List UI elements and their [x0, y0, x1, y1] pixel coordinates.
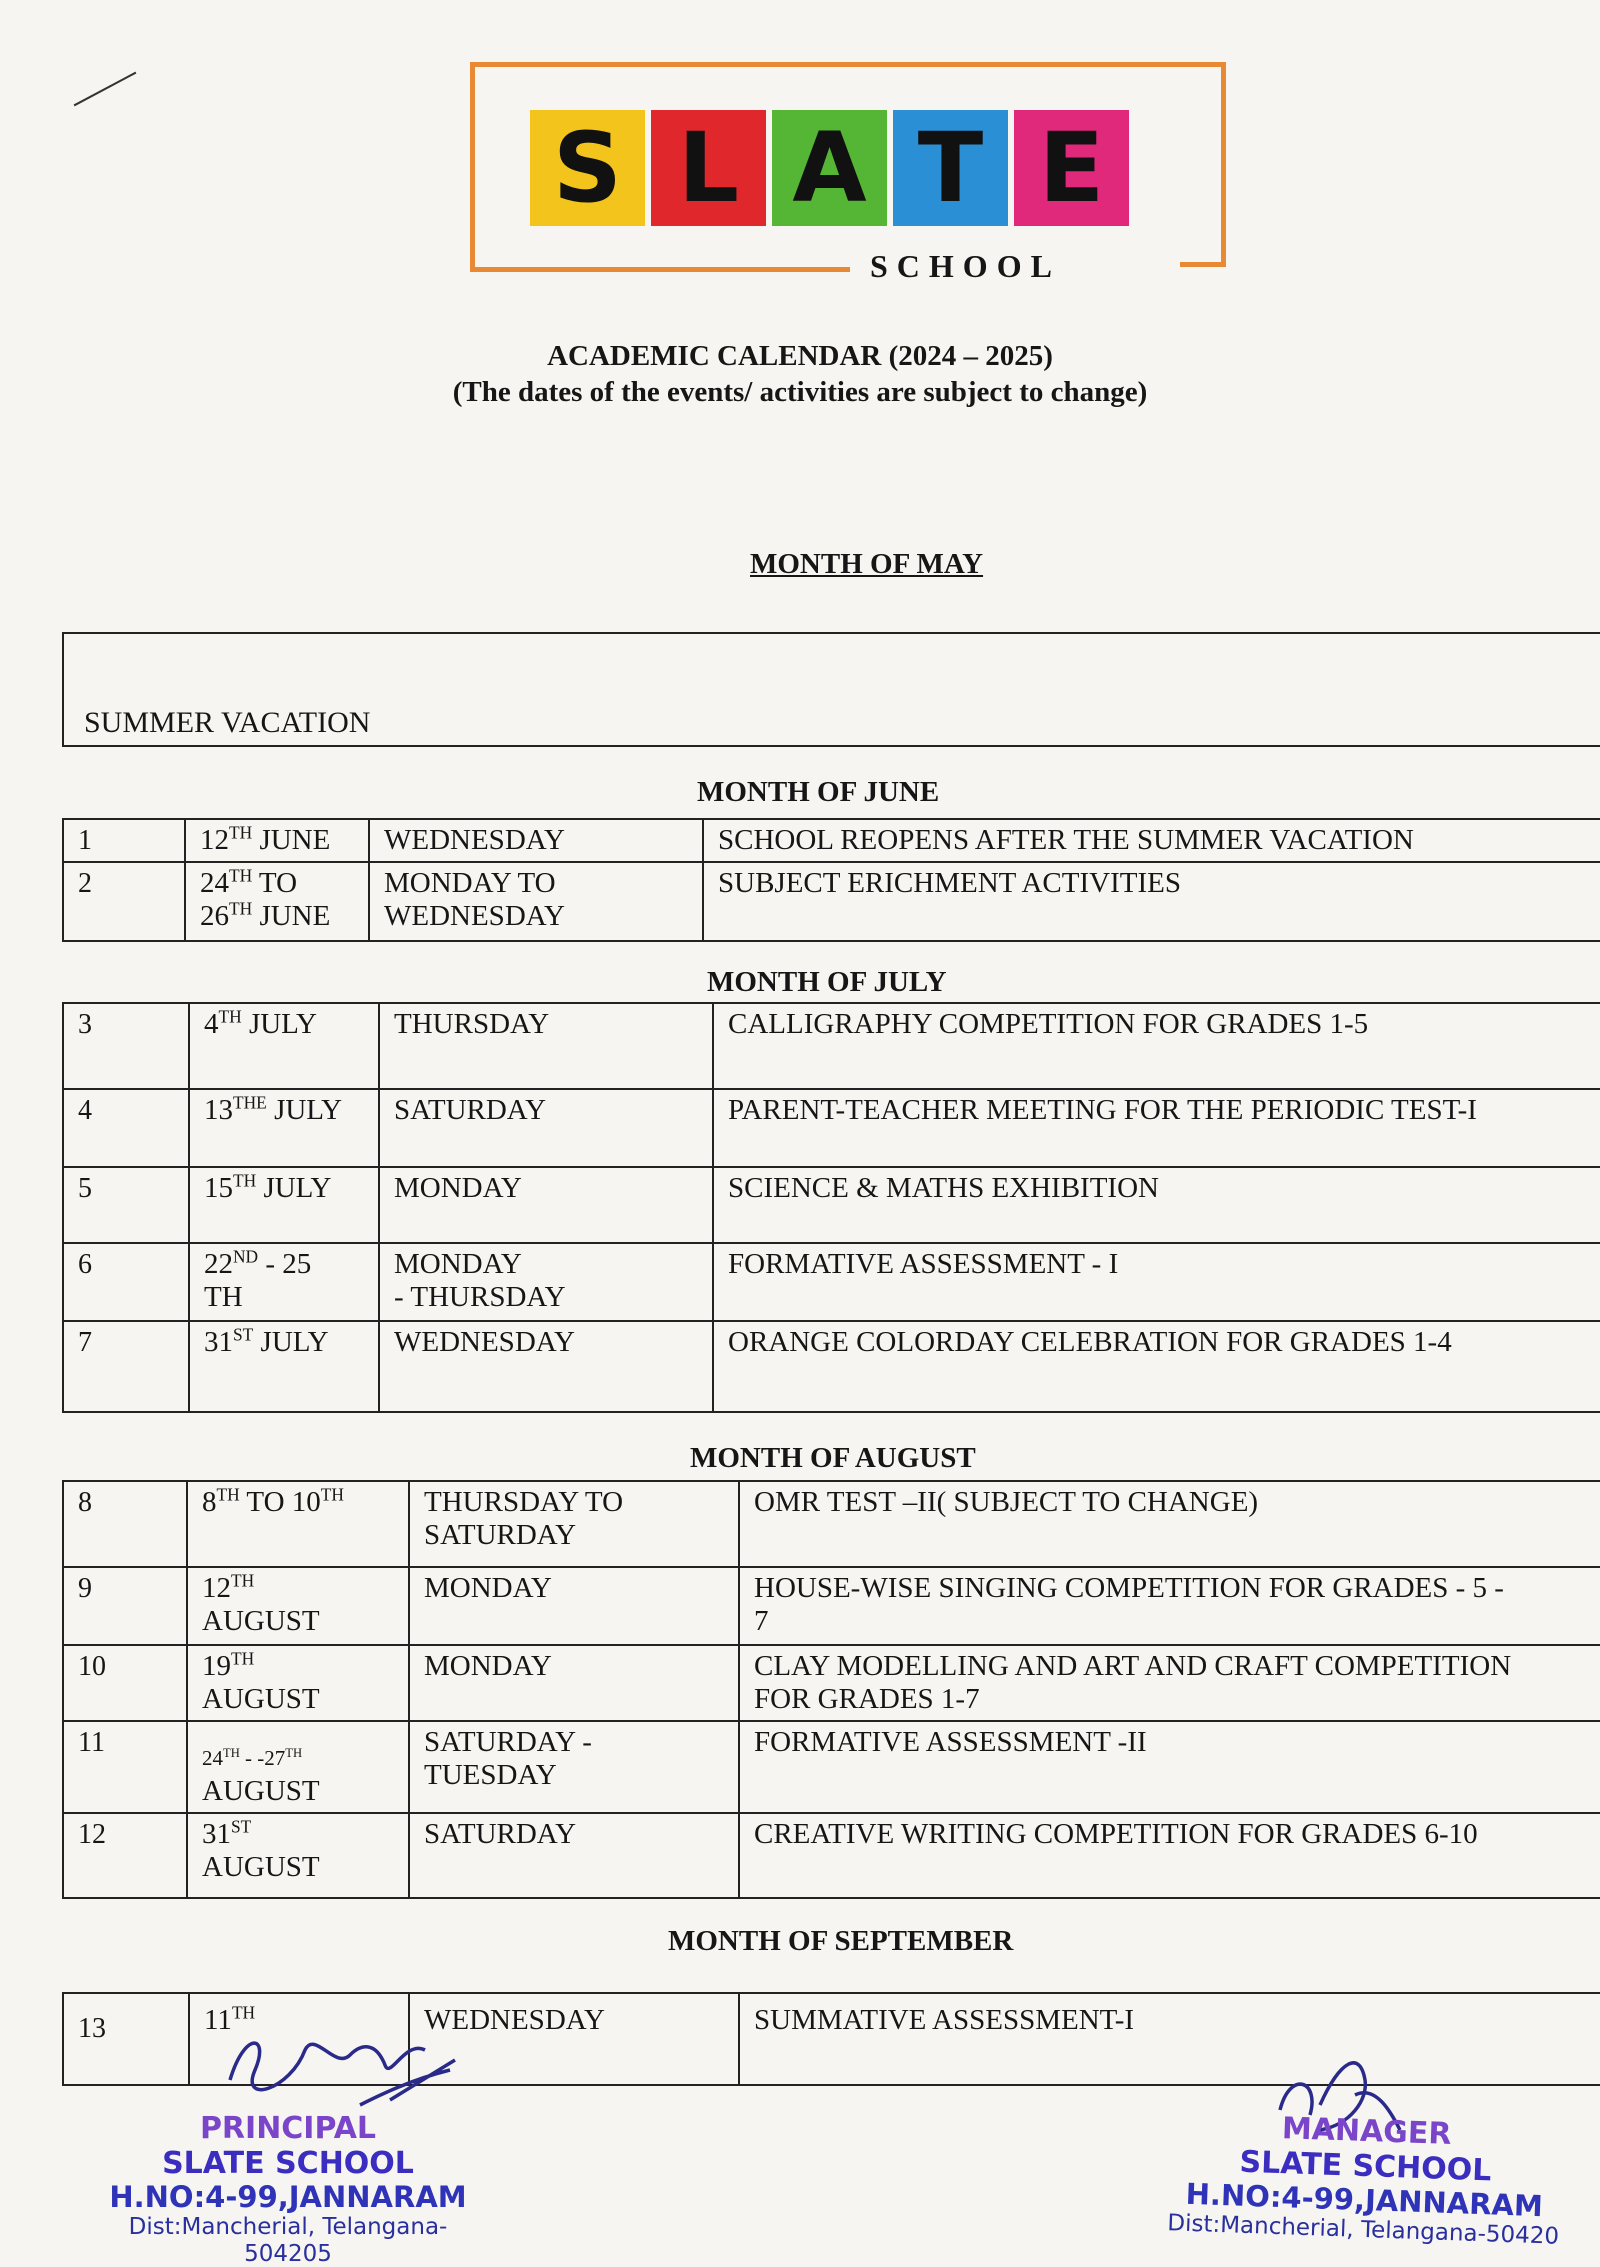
page-title: ACADEMIC CALENDAR (2024 – 2025) [547, 340, 1053, 372]
table-row [62, 1480, 1600, 1566]
month-heading-july: MONTH OF JULY [707, 966, 947, 998]
row-date: 15TH JULY [188, 1168, 378, 1242]
row-number: 6 [62, 1244, 188, 1320]
table-row [62, 1720, 1600, 1812]
school-logo [530, 110, 1129, 226]
row-day: MONDAY [408, 1568, 738, 1644]
row-date-line: AUGUST [202, 1683, 320, 1715]
row-day: THURSDAY [378, 1004, 712, 1088]
row-date: 22ND - 25 TH [188, 1244, 378, 1320]
logo-letter-l: L [651, 110, 766, 226]
row-day-line: TUESDAY [424, 1759, 557, 1791]
principal-district: Dist:Mancherial, Telangana-504205 [128, 2214, 448, 2267]
table-border [62, 940, 1600, 942]
table-border [62, 1897, 1600, 1899]
table-row [62, 818, 1600, 861]
row-event: ORANGE COLORDAY CELEBRATION FOR GRADES 1-4 [712, 1322, 1600, 1412]
row-event: CREATIVE WRITING COMPETITION FOR GRADES 6-10 [738, 1814, 1600, 1898]
row-day-line: SATURDAY [424, 1519, 577, 1551]
table-row [62, 1166, 1600, 1242]
row-number: 3 [62, 1004, 188, 1088]
row-day-line: SATURDAY - [424, 1726, 592, 1758]
table-row [62, 1644, 1600, 1720]
row-date: 19TH AUGUST [186, 1646, 408, 1720]
principal-stamp [88, 2112, 488, 2267]
row-date: 24TH - -27TH AUGUST [186, 1722, 408, 1812]
row-number: 5 [62, 1168, 188, 1242]
logo-letter-e: E [1014, 110, 1129, 226]
row-event: PARENT-TEACHER MEETING FOR THE PERIODIC TEST-I [712, 1090, 1600, 1166]
row-date: 11TH [188, 1994, 408, 2086]
row-date-line: AUGUST [202, 1775, 320, 1807]
row-day-line: THURSDAY TO [424, 1486, 624, 1518]
row-event: SUMMATIVE ASSESSMENT-I [738, 1994, 1600, 2086]
row-date: 8TH TO 10TH [186, 1482, 408, 1566]
principal-signature [210, 2010, 470, 2120]
row-number: 12 [62, 1814, 186, 1898]
row-day: MONDAY [408, 1646, 738, 1720]
pen-mark [74, 72, 137, 107]
row-day: SATURDAY [378, 1090, 712, 1166]
row-event-line: FOR GRADES 1-7 [754, 1683, 980, 1715]
row-event-line: HOUSE-WISE SINGING COMPETITION FOR GRADES - 5 - [754, 1572, 1504, 1604]
may-vacation-text: SUMMER VACATION [84, 706, 371, 739]
row-number: 9 [62, 1568, 186, 1644]
table-row [62, 1242, 1600, 1320]
row-event: FORMATIVE ASSESSMENT -II [738, 1722, 1600, 1812]
page-subtitle: (The dates of the events/ activities are subject to change) [452, 376, 1148, 408]
row-number: 10 [62, 1646, 186, 1720]
row-day [368, 863, 702, 941]
table-row [62, 861, 1600, 941]
row-date: $13^{THE}$ JULY [188, 1090, 378, 1166]
month-heading-august: MONTH OF AUGUST [690, 1442, 976, 1474]
logo-letter-t: T [893, 110, 1008, 226]
table-row [62, 1320, 1600, 1412]
row-event: CALLIGRAPHY COMPETITION FOR GRADES 1-5 [712, 1004, 1600, 1088]
principal-school: SLATE SCHOOL [162, 2145, 414, 2181]
row-event: FORMATIVE ASSESSMENT - I [712, 1244, 1600, 1320]
row-event-line: CLAY MODELLING AND ART AND CRAFT COMPETITION [754, 1650, 1512, 1682]
manager-address: H.NO:4-99,JANNARAM [1185, 2176, 1544, 2224]
logo-frame-edge [1221, 62, 1226, 267]
row-number: 13 [62, 1994, 188, 2086]
row-date: 12TH AUGUST [186, 1568, 408, 1644]
manager-school: SLATE SCHOOL [1238, 2144, 1492, 2188]
row-date-line: AUGUST [202, 1605, 320, 1637]
row-event: OMR TEST –II( SUBJECT TO CHANGE) [738, 1482, 1600, 1566]
row-day: WEDNESDAY [368, 820, 702, 861]
row-event [738, 1568, 1600, 1644]
logo-frame-edge [470, 267, 850, 272]
row-day-line: MONDAY TO [384, 867, 556, 899]
manager-title: MANAGER [1281, 2111, 1453, 2152]
row-number: 8 [62, 1482, 186, 1566]
row-number: 4 [62, 1090, 188, 1166]
principal-address: H.NO:4-99,JANNARAM [109, 2180, 467, 2214]
table-row [62, 1566, 1600, 1644]
row-number: 2 [62, 863, 184, 941]
row-event [738, 1646, 1600, 1720]
row-date: 31ST AUGUST [186, 1814, 408, 1898]
manager-stamp [1148, 2108, 1582, 2252]
row-event-line: 7 [754, 1605, 769, 1637]
row-day: WEDNESDAY [408, 1994, 738, 2086]
table-row [62, 1812, 1600, 1898]
row-day-line: - THURSDAY [394, 1281, 566, 1313]
table-row [62, 1002, 1600, 1088]
row-day: MONDAY [378, 1168, 712, 1242]
row-day-line: MONDAY [394, 1248, 522, 1280]
principal-title: PRINCIPAL [199, 2111, 377, 2146]
row-event: SCIENCE & MATHS EXHIBITION [712, 1168, 1600, 1242]
row-number: 11 [62, 1722, 186, 1812]
row-event: SCHOOL REOPENS AFTER THE SUMMER VACATION [702, 820, 1600, 861]
row-date: 31ST JULY [188, 1322, 378, 1412]
logo-letter-a: A [772, 110, 887, 226]
row-event: SUBJECT ERICHMENT ACTIVITIES [702, 863, 1600, 941]
row-day-line: WEDNESDAY [384, 900, 565, 932]
manager-district: Dist:Mancherial, Telangana-50420 [1166, 2210, 1560, 2251]
month-heading-may: MONTH OF MAY [750, 548, 984, 580]
row-number: 1 [62, 820, 184, 861]
logo-frame-edge [1180, 262, 1226, 267]
row-day [408, 1722, 738, 1812]
table-row [62, 1088, 1600, 1166]
row-number: 7 [62, 1322, 188, 1412]
row-date: 24TH TO 26TH JUNE [184, 863, 368, 941]
month-heading-september: MONTH OF SEPTEMBER [668, 1925, 1014, 1957]
logo-subtitle: SCHOOL [870, 248, 1061, 284]
month-heading-june: MONTH OF JUNE [697, 776, 940, 808]
row-day [378, 1244, 712, 1320]
row-date-line: AUGUST [202, 1851, 320, 1883]
row-date: 12TH JUNE [184, 820, 368, 861]
row-date-line: TH [204, 1281, 243, 1313]
table-border [62, 1411, 1600, 1413]
row-day: SATURDAY [408, 1814, 738, 1898]
row-day [408, 1482, 738, 1566]
row-date: 4TH JULY [188, 1004, 378, 1088]
row-day: WEDNESDAY [378, 1322, 712, 1412]
logo-letter-s: S [530, 110, 645, 226]
